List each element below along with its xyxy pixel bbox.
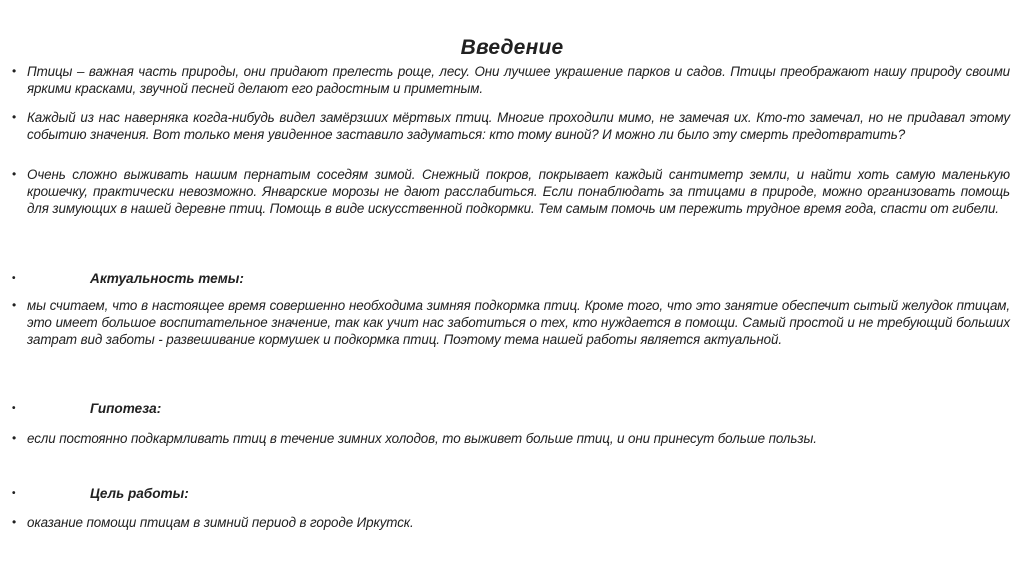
- bullet-icon: •: [12, 110, 17, 124]
- section-heading-hypothesis: [10, 401, 1010, 416]
- section-heading-goal: [10, 486, 1010, 501]
- bullet-paragraph: [10, 430, 1010, 447]
- heading-text: Цель работы:: [90, 486, 189, 501]
- bullet-icon: •: [12, 488, 16, 499]
- paragraph-text: мы считаем, что в настоящее время совершенно необходима зимняя подкормка птиц. Кроме того, что это занятие обеспечит сытый желудок птицам, это имеет большое воспитательное значение, так как учит нас заботиться о тех, кто нуждается в помощи. Самый простой и не требующий больших затрат вид заботы - развешивание кормушек и подкормка птиц. Поэтому тема нашей работы является актуальной.: [27, 298, 1010, 348]
- bullet-icon: •: [12, 167, 17, 181]
- bullet-paragraph: [10, 297, 1010, 349]
- heading-text: Гипотеза:: [90, 401, 162, 416]
- paragraph-text: Птицы – важная часть природы, они придают прелесть роще, лесу. Они лучшее украшение парков и садов. Птицы преображают нашу природу своими яркими красками, звучной песней делают его радостным и приметным.: [27, 64, 1010, 97]
- bullet-paragraph: [10, 63, 1010, 97]
- bullet-icon: •: [12, 273, 16, 284]
- paragraph-text: оказание помощи птицам в зимний период в городе Иркутск.: [27, 515, 414, 530]
- bullet-paragraph: [10, 109, 1010, 143]
- bullet-icon: •: [12, 431, 17, 445]
- bullet-paragraph: [10, 514, 1010, 531]
- paragraph-text: если постоянно подкармливать птиц в течение зимних холодов, то выживет больше птиц, и они принесут больше пользы.: [27, 431, 817, 446]
- heading-text: Актуальность темы:: [90, 271, 244, 286]
- bullet-icon: •: [12, 403, 16, 414]
- paragraph-text: Каждый из нас наверняка когда-нибудь видел замёрзших мёртвых птиц. Многие проходили мимо, не замечая их. Кто-то замечал, но не придавал этому событию значения. Вот только меня увиденное заставило задуматься: кто тому виной? И можно ли было эту смерть предотвратить?: [27, 110, 1010, 143]
- section-heading-relevance: [10, 271, 1010, 286]
- bullet-icon: •: [12, 515, 17, 529]
- bullet-paragraph: [10, 166, 1010, 218]
- paragraph-text: Очень сложно выживать нашим пернатым соседям зимой. Снежный покров, покрывает каждый сантиметр земли, и найти хоть самую маленькую крошечку, практически невозможно. Январские морозы не дают расслабиться. Если понаблюдать за птицами в природе, можно организовать помощь для зимующих в нашей деревне птиц. Помощь в виде искусственной подкормки. Тем самым помочь им пережить трудное время года, спасти от гибели.: [27, 167, 1010, 217]
- slide-title: Введение: [460, 36, 564, 60]
- bullet-icon: •: [12, 64, 17, 78]
- bullet-icon: •: [12, 298, 17, 312]
